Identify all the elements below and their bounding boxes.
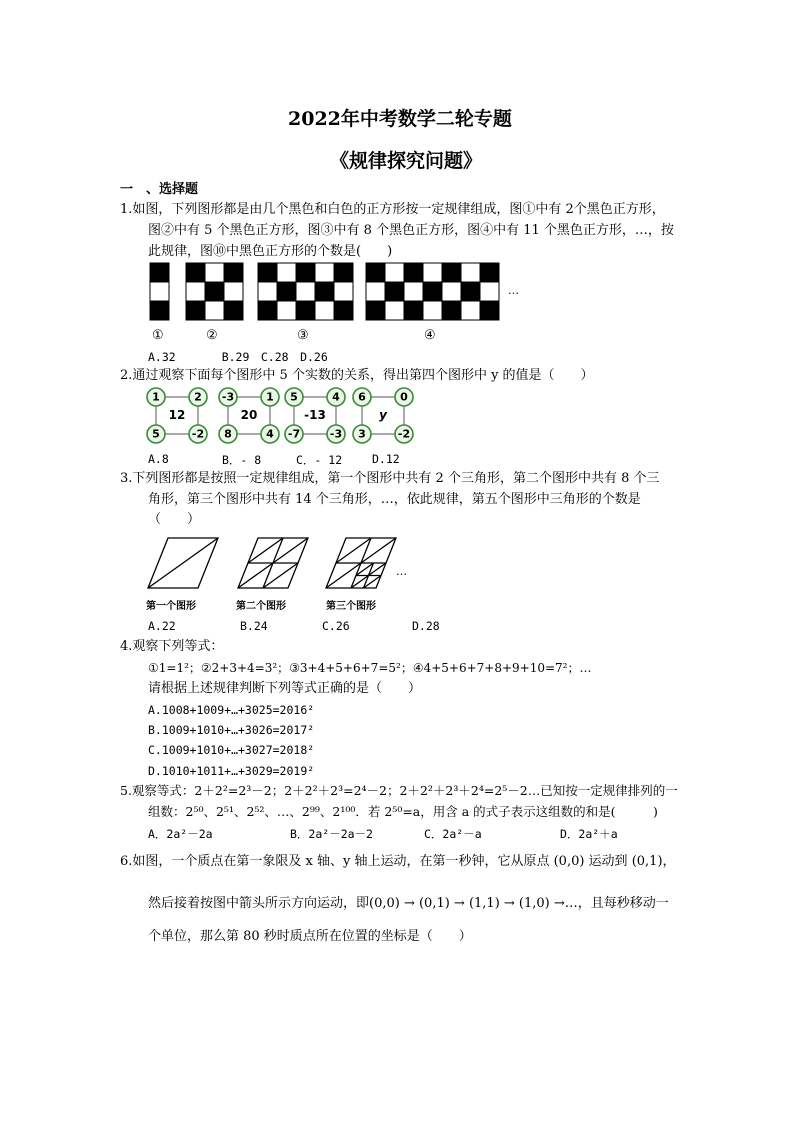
q3-line1: 3.下列图形都是按照一定规律组成，第一个图形中共有 2 个三角形，第二个图形中共有 8 个三 <box>120 471 660 486</box>
q6-line3: 个单位，那么第 80 秒时质点所在位置的坐标是（ ） <box>148 929 472 944</box>
q2-f3-tl: 5 <box>290 390 298 404</box>
q3-option-c: C.26 <box>322 619 350 633</box>
q3-ellipsis: … <box>396 565 407 578</box>
q1-label-4: ④ <box>424 328 436 343</box>
q3-line3: （ ） <box>148 512 201 527</box>
q4-option-d: D.1010+1011+…+3029=2019² <box>148 764 315 778</box>
q2-f2-center: 20 <box>240 408 258 422</box>
q2-line1: 2.通过观察下面每个图形中 5 个实数的关系，得出第四个图形中 y 的值是（ ） <box>120 368 594 383</box>
q5-option-b: B．2a²－2a－2 <box>290 827 373 841</box>
q2-f3-tr: 4 <box>332 390 340 404</box>
q4-line2: ①1=1²；②2+3+4=3²；③3+4+5+6+7=5²；④4+5+6+7+8+9+10=7²；… <box>148 661 592 675</box>
q1-label-3: ③ <box>297 328 309 343</box>
q1-line1: 1.如图，下列图形都是由几个黑色和白色的正方形按一定规律组成，图①中有 2个黑色正方形， <box>120 202 665 217</box>
q6-line2: 然后接着按图中箭头所示方向运动，即(0,0) → (0,1) → (1,1) → (1,0) →…，且每秒移动一 <box>148 896 669 911</box>
q2-f1-tl: 1 <box>152 390 160 404</box>
doc-title: 2022年中考数学二轮专题 <box>288 108 512 130</box>
q2-f4-center: y <box>379 408 387 422</box>
q5-option-d: D．2a²＋a <box>560 827 618 841</box>
q2-option-d: D.12 <box>372 452 400 466</box>
q1-label-1: ① <box>152 328 164 343</box>
q2-f2-bl: 8 <box>224 427 232 441</box>
q3-caption-3: 第三个图形 <box>326 601 376 612</box>
q3-caption-1: 第一个图形 <box>146 601 196 612</box>
q3-option-d: D.28 <box>412 619 440 633</box>
q2-f2-br: 4 <box>266 427 274 441</box>
q2-f3-br: -3 <box>329 427 343 441</box>
q5-line2: 组数：2⁵⁰、2⁵¹、2⁵²、…、2⁹⁹、2¹⁰⁰．若 2⁵⁰=a，用含 a 的式子表示这组数的和是( ) <box>148 804 658 819</box>
q5-option-a: A．2a²－2a <box>148 827 213 841</box>
q3-caption-2: 第二个图形 <box>236 601 286 612</box>
q4-option-a: A.1008+1009+…+3025=2016² <box>148 703 315 717</box>
q2-f1-center: 12 <box>168 408 186 422</box>
q1-label-2: ② <box>206 328 218 343</box>
q1-line2: 图②中有 5 个黑色正方形，图③中有 8 个黑色正方形，图④中有 11 个黑色正方形，…，按 <box>148 223 674 238</box>
q2-f3-bl: -7 <box>287 427 301 441</box>
q3-line2: 角形，第三个图形中共有 14 个三角形，…，依此规律，第五个图形中三角形的个数是 <box>148 492 641 507</box>
q4-line1: 4.观察下列等式： <box>120 639 224 654</box>
q4-option-b: B.1009+1010+…+3026=2017² <box>148 723 315 737</box>
q3-option-a: A.22 <box>148 619 176 633</box>
q1-pattern-figure <box>148 262 508 324</box>
q2-option-c: C．- 12 <box>296 453 343 467</box>
q5-option-c: C．2a²－a <box>424 827 482 841</box>
q2-f4-tr: 0 <box>400 390 408 404</box>
q2-f1-tr: 2 <box>194 390 202 404</box>
q6-line1: 6.如图，一个质点在第一象限及 x 轴、y 轴上运动，在第一秒钟，它从原点 (0,0) 运动到 (0,1)， <box>120 854 676 869</box>
q2-f3-center: -13 <box>304 408 326 422</box>
q2-f1-br: -2 <box>191 427 205 441</box>
q2-f4-br: -2 <box>397 427 411 441</box>
q1-ellipsis: … <box>508 284 519 297</box>
q2-f1-bl: 5 <box>152 427 160 441</box>
doc-subtitle: 《规律探究问题》 <box>330 150 483 172</box>
q2-option-a: A.8 <box>148 452 169 466</box>
q3-triangle-figures <box>146 536 406 592</box>
q5-line1: 5.观察等式：2＋2²=2³－2；2＋2²＋2³=2⁴－2；2＋2²＋2³＋2⁴=2⁵－2…已知按一定规律排列的一 <box>120 783 678 798</box>
q2-number-figures <box>144 386 416 446</box>
q3-option-b: B.24 <box>240 619 268 633</box>
q2-f2-tr: 1 <box>266 390 274 404</box>
q4-line3: 请根据上述规律判断下列等式正确的是（ ） <box>148 681 422 696</box>
q2-f2-tl: -3 <box>221 390 235 404</box>
section-heading: 一 、选择题 <box>120 182 199 197</box>
q2-f4-bl: 3 <box>358 427 366 441</box>
q2-option-b: B．- 8 <box>222 453 262 467</box>
q1-line3: 此规律，图⑩中黑色正方形的个数是( ) <box>148 244 393 259</box>
q4-option-c: C.1009+1010+…+3027=2018² <box>148 743 315 757</box>
q2-f4-tl: 6 <box>358 390 366 404</box>
q1-options: A.32 B.29 C.28 D.26 <box>148 350 328 364</box>
